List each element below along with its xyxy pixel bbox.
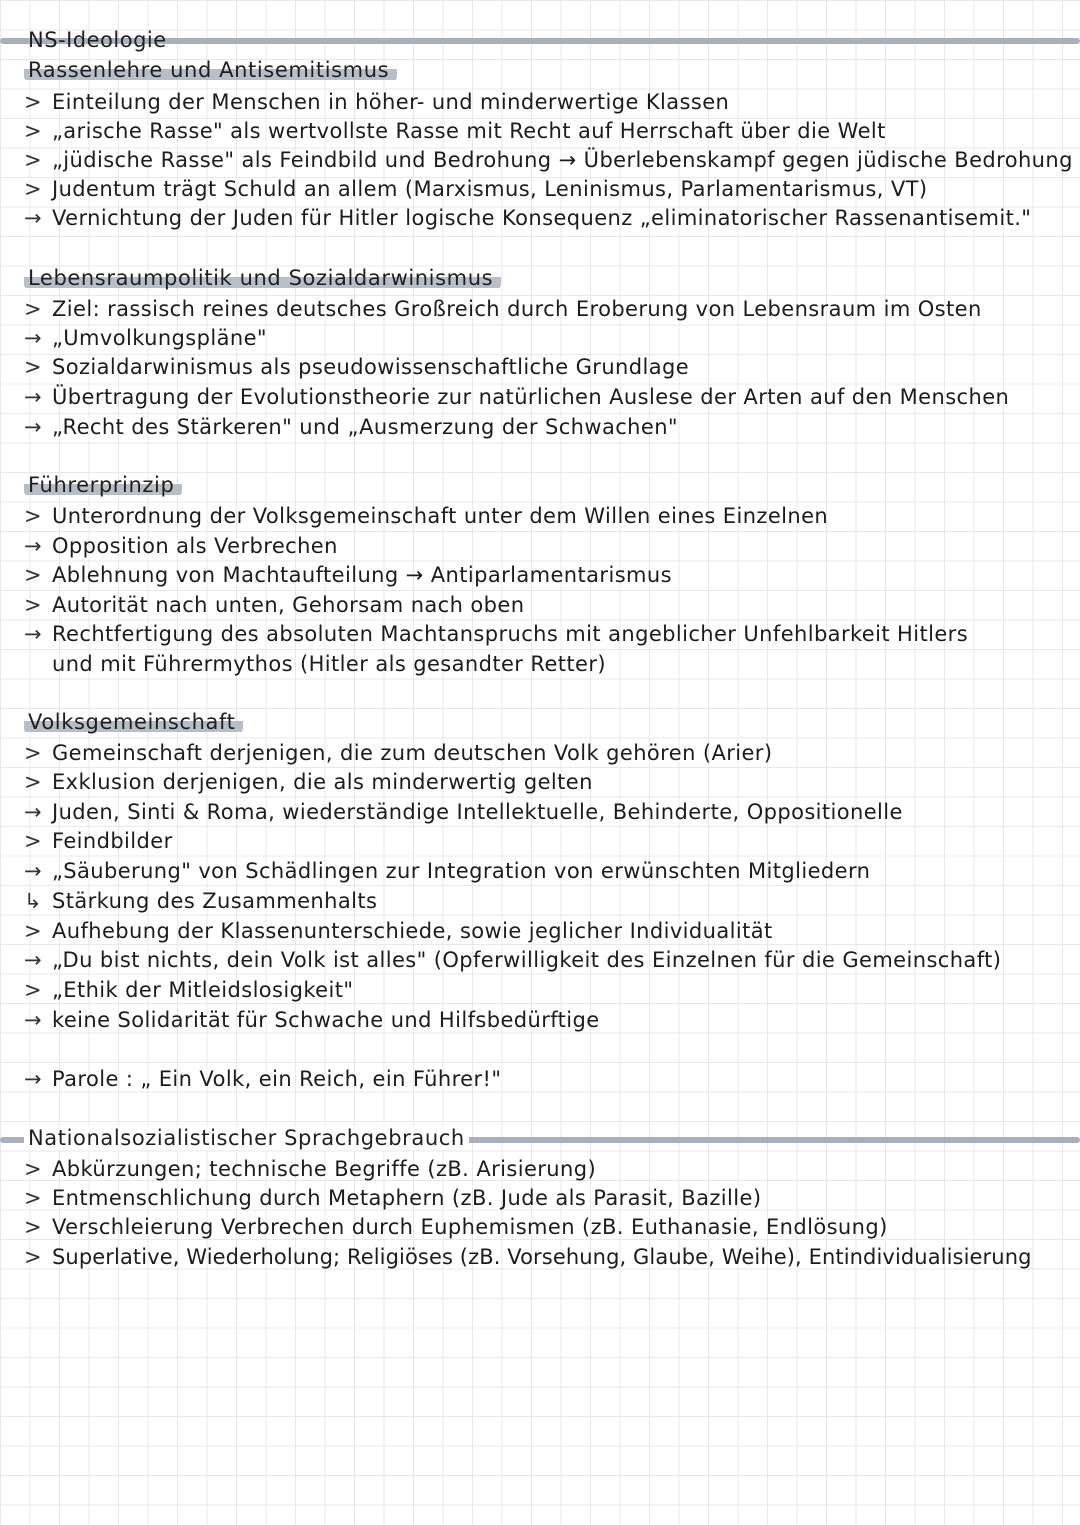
list-item: > Sozialdarwinismus als pseudowissenschaftliche Grundlage	[24, 355, 690, 379]
list-item: > Verschleierung Verbrechen durch Euphemismen (zB. Euthanasie, Endlösung)	[24, 1215, 888, 1239]
list-item: > Entmenschlichung durch Metaphern (zB. Jude als Parasit, Bazille)	[24, 1186, 762, 1210]
list-item: → Rechtfertigung des absoluten Machtanspruchs mit angeblicher Unfehlbarkeit Hitlers	[24, 622, 969, 646]
list-item: > „Ethik der Mitleidslosigkeit"	[24, 978, 354, 1002]
list-item: > Einteilung der Menschen in höher- und minderwertige Klassen	[24, 90, 730, 114]
list-item: > Ablehnung von Machtaufteilung → Antiparlamentarismus	[24, 563, 672, 587]
section-heading-rassenlehre: Rassenlehre und Antisemitismus	[24, 58, 397, 82]
list-item: → „Säuberung" von Schädlingen zur Integration von erwünschten Mitgliedern	[24, 859, 871, 883]
section-heading-fuehrerprinzip: Führerprinzip	[24, 473, 182, 497]
list-item: → Opposition als Verbrechen	[24, 534, 338, 558]
list-item: > Autorität nach unten, Gehorsam nach oben	[24, 593, 525, 617]
list-item: > Aufhebung der Klassenunterschiede, sowie jeglicher Individualität	[24, 919, 773, 943]
section-heading-lebensraum: Lebensraumpolitik und Sozialdarwinismus	[24, 266, 501, 290]
list-item: > Gemeinschaft derjenigen, die zum deutschen Volk gehören (Arier)	[24, 741, 773, 765]
list-item: → „Umvolkungspläne"	[24, 326, 267, 350]
page-title: NS-Ideologie	[28, 28, 167, 52]
slogan-line: → Parole : „ Ein Volk, ein Reich, ein Führer!"	[24, 1067, 502, 1091]
list-item: > Exklusion derjenigen, die als minderwertig gelten	[24, 770, 593, 794]
list-item: > Judentum trägt Schuld an allem (Marxismus, Leninismus, Parlamentarismus, VT)	[24, 177, 928, 201]
list-item: > Ziel: rassisch reines deutsches Großreich durch Eroberung von Lebensraum im Osten	[24, 297, 982, 321]
list-item: ↳ Stärkung des Zusammenhalts	[24, 889, 378, 913]
list-item: > „arische Rasse" als wertvollste Rasse mit Recht auf Herrschaft über die Welt	[24, 119, 886, 143]
list-item: > „jüdische Rasse" als Feindbild und Bedrohung → Überlebenskampf gegen jüdische Bedrohung	[24, 148, 1073, 172]
list-item: → Übertragung der Evolutionstheorie zur natürlichen Auslese der Arten auf den Menschen	[24, 385, 1010, 409]
list-item: → „Du bist nichts, dein Volk ist alles" (Opferwilligkeit des Einzelnen für die Gemeinschaft)	[24, 948, 1002, 972]
section-heading-sprachgebrauch: Nationalsozialistischer Sprachgebrauch	[24, 1126, 469, 1150]
list-item: > Unterordnung der Volksgemeinschaft unter dem Willen eines Einzelnen	[24, 504, 829, 528]
list-item: > Superlative, Wiederholung; Religiöses (zB. Vorsehung, Glaube, Weihe), Entindividualisierung	[24, 1245, 1032, 1269]
list-item: > Abkürzungen; technische Begriffe (zB. Arisierung)	[24, 1157, 597, 1181]
list-item: → keine Solidarität für Schwache und Hilfsbedürftige	[24, 1008, 600, 1032]
list-item: → Juden, Sinti & Roma, wiederständige Intellektuelle, Behinderte, Oppositionelle	[24, 800, 903, 824]
list-item: → „Recht des Stärkeren" und „Ausmerzung der Schwachen"	[24, 415, 678, 439]
list-item-continuation: und mit Führermythos (Hitler als gesandter Retter)	[52, 652, 607, 676]
section-heading-volksgemeinschaft: Volksgemeinschaft	[24, 710, 243, 734]
list-item: → Vernichtung der Juden für Hitler logische Konsequenz „eliminatorischer Rassenantisemit."	[24, 206, 1032, 230]
list-item: > Feindbilder	[24, 829, 173, 853]
